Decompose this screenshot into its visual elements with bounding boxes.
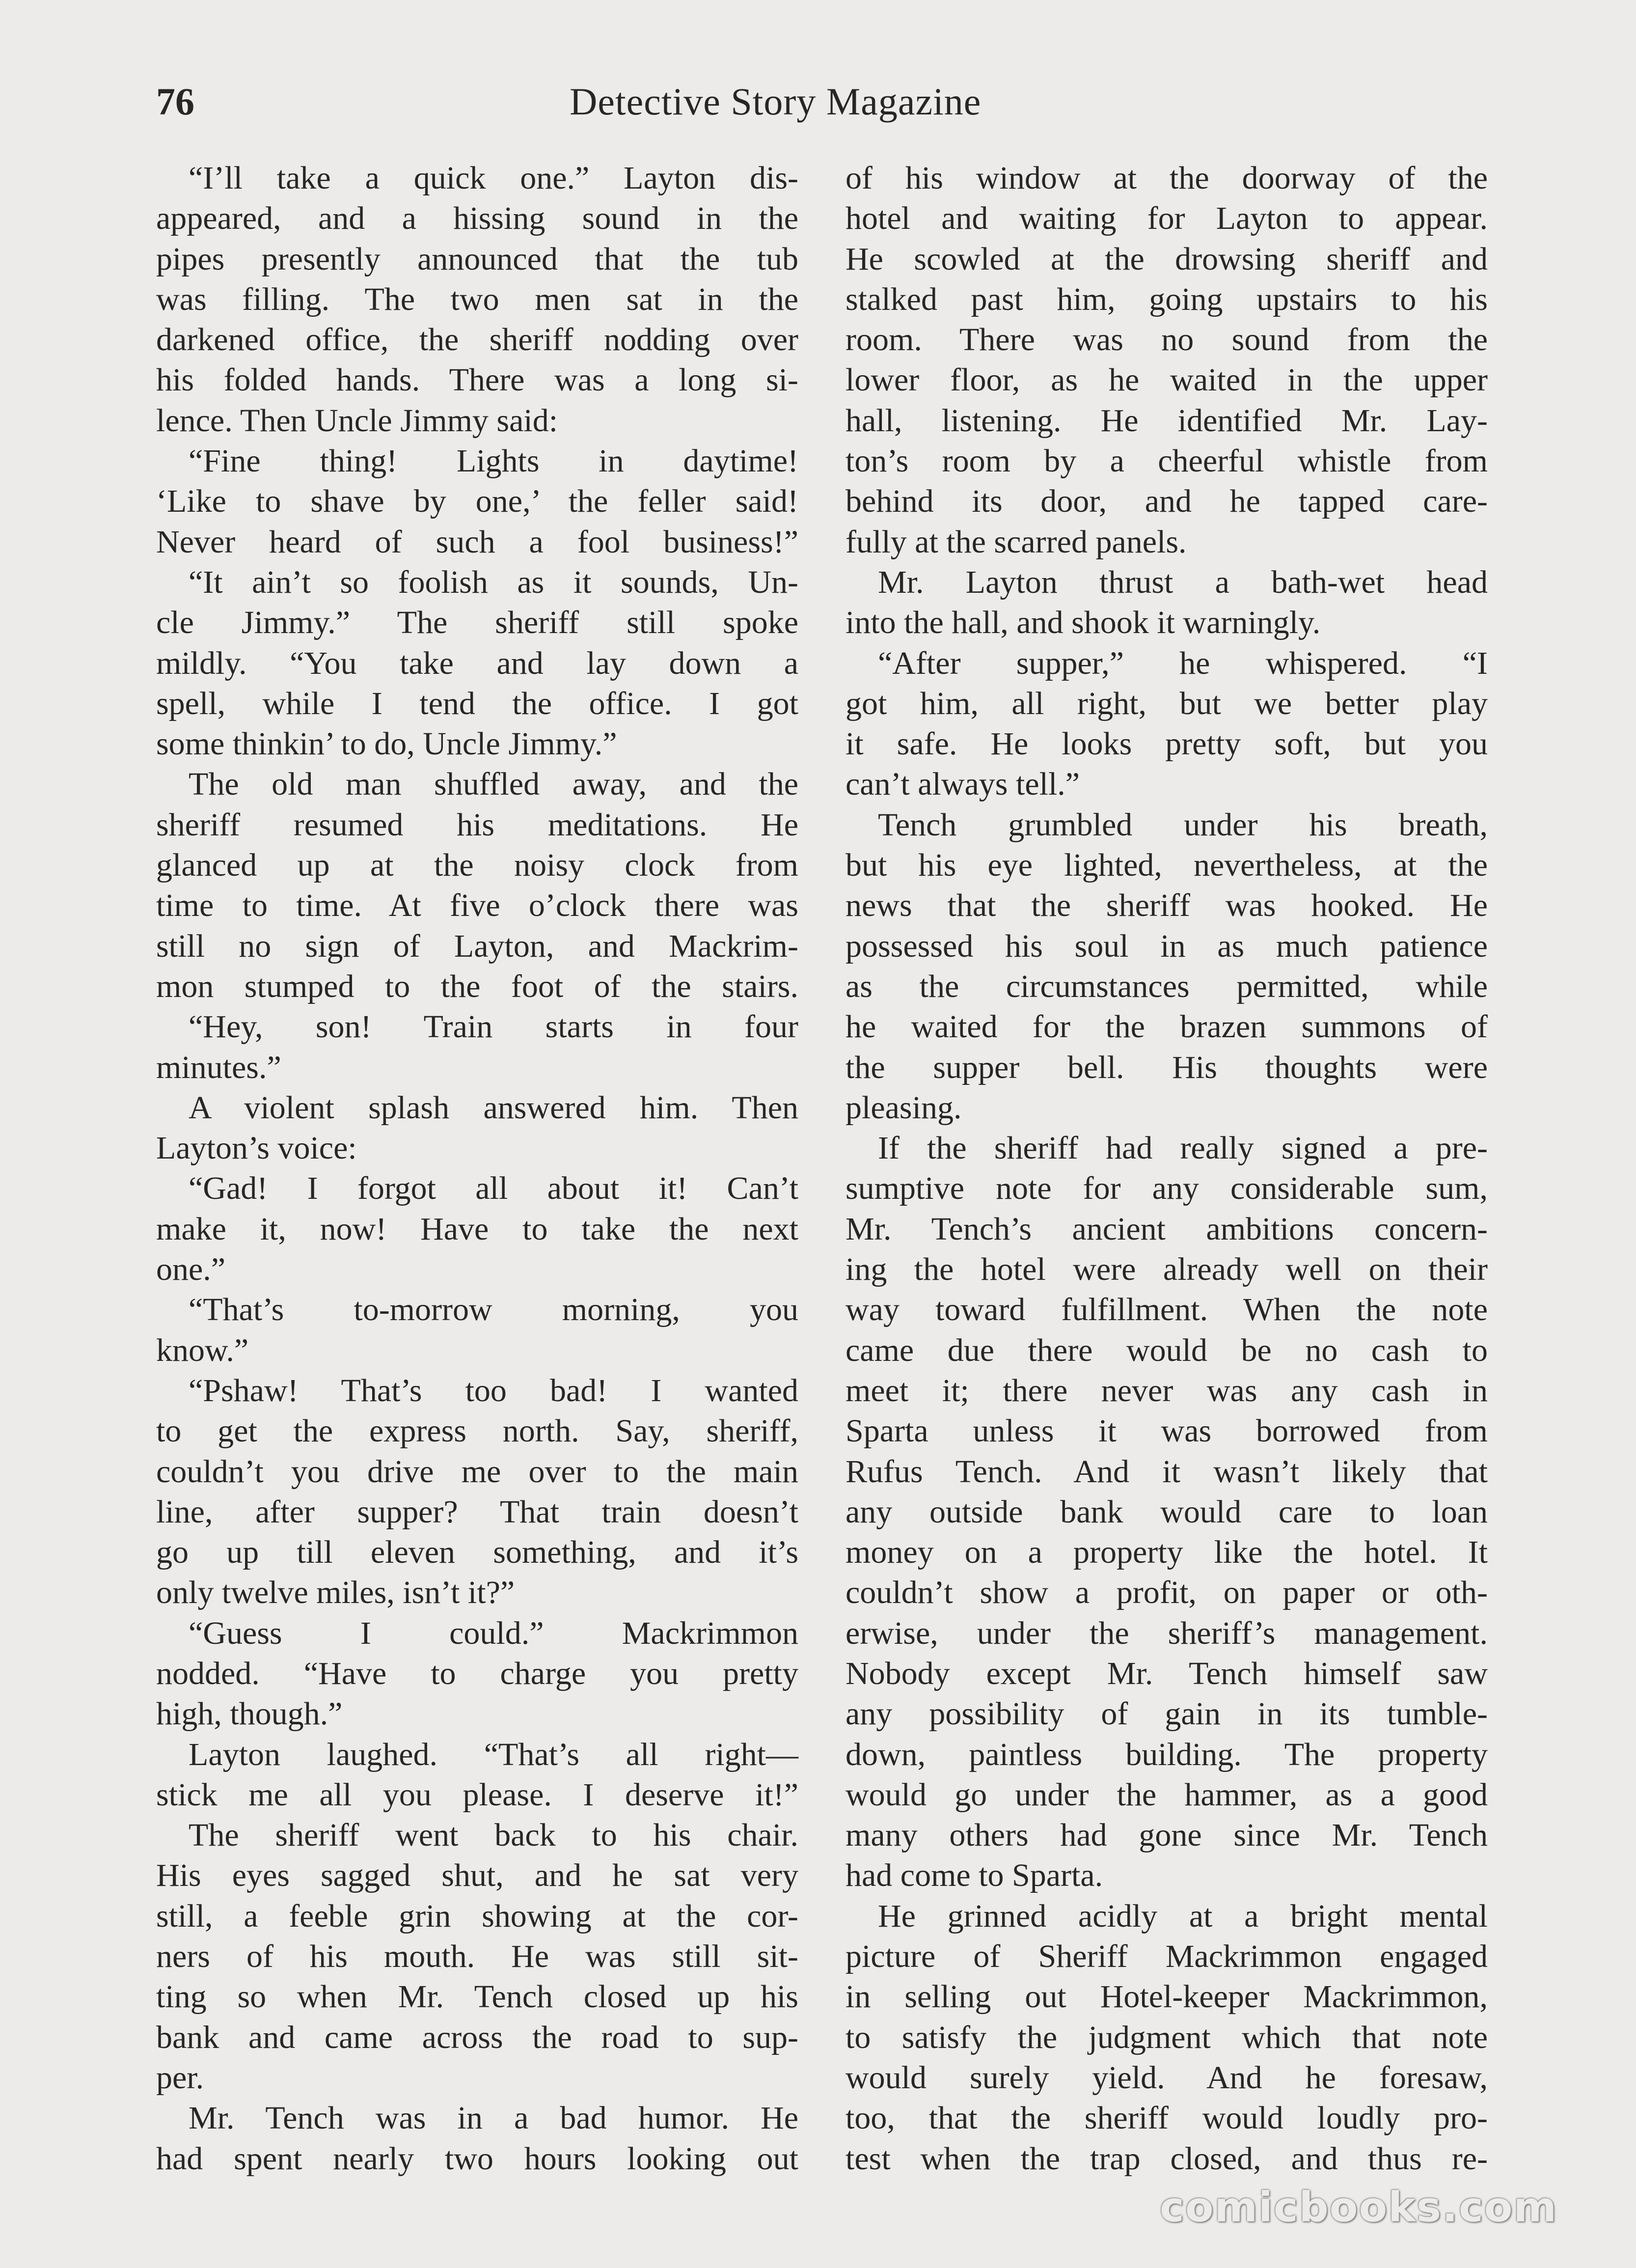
text-line: some thinkin’ to do, Uncle Jimmy.” (156, 726, 617, 762)
text-line: If the sheriff had really signed a pre- (878, 1130, 1488, 1166)
text-line: his folded hands. There was a long si- (156, 362, 798, 398)
text-line: too, that the sheriff would loudly pro- (845, 2100, 1488, 2136)
text-line: but his eye lighted, nevertheless, at the (845, 847, 1488, 884)
text-line: “That’s to-morrow morning, you (189, 1292, 798, 1328)
text-line: any outside bank would care to loan (845, 1494, 1488, 1530)
text-line: darkened office, the sheriff nodding over (156, 322, 798, 358)
text-line: Tench grumbled under his breath, (878, 806, 1488, 843)
text-line: any possibility of gain in its tumble- (845, 1696, 1488, 1732)
watermark: comicbooks.com (1160, 2183, 1557, 2231)
text-line: as the circumstances permitted, while (845, 968, 1488, 1004)
text-line: high, though.” (156, 1696, 343, 1732)
text-line: Rufus Tench. And it wasn’t likely that (845, 1453, 1488, 1490)
text-line: of his window at the doorway of the (845, 160, 1488, 196)
page-number: 76 (156, 80, 194, 123)
text-line: would go under the hammer, as a good (845, 1776, 1488, 1813)
text-line: stick me all you please. I deserve it!” (156, 1776, 798, 1813)
text-line: “It ain’t so foolish as it sounds, Un- (189, 564, 798, 600)
text-line: appeared, and a hissing sound in the (156, 200, 798, 237)
text-line: know.” (156, 1332, 249, 1368)
right-column (845, 158, 1488, 2179)
text-line: had spent nearly two hours looking out (156, 2140, 798, 2177)
text-line: ing the hotel were already well on their (845, 1251, 1488, 1288)
text-line: “Pshaw! That’s too bad! I wanted (189, 1372, 798, 1409)
text-line: picture of Sheriff Mackrimmon engaged (845, 1938, 1488, 1975)
text-line: Mr. Tench’s ancient ambitions concern- (845, 1211, 1488, 1247)
text-line: mon stumped to the foot of the stairs. (156, 968, 798, 1004)
text-line: money on a property like the hotel. It (845, 1534, 1488, 1571)
text-line: meet it; there never was any cash in (845, 1372, 1488, 1409)
text-line: minutes.” (156, 1049, 281, 1085)
text-line: he waited for the brazen summons of (845, 1009, 1488, 1045)
text-line: stalked past him, going upstairs to his (845, 281, 1488, 317)
text-line: bank and came across the road to sup- (156, 2019, 798, 2055)
text-line: it safe. He looks pretty soft, but you (845, 726, 1488, 762)
text-line: down, paintless building. The property (845, 1736, 1488, 1772)
text-line: make it, now! Have to take the next (156, 1211, 798, 1247)
text-line: “After supper,” he whispered. “I (878, 645, 1488, 681)
text-line: the supper bell. His thoughts were (845, 1049, 1488, 1085)
text-line: test when the trap closed, and thus re- (845, 2140, 1488, 2177)
text-line: lower floor, as he waited in the upper (845, 362, 1488, 398)
text-line: line, after supper? That train doesn’t (156, 1494, 798, 1530)
text-line: Layton laughed. “That’s all right— (189, 1736, 798, 1772)
text-line: possessed his soul in as much patience (845, 928, 1488, 964)
text-line: Mr. Tench was in a bad humor. He (189, 2100, 798, 2136)
text-line: “I’ll take a quick one.” Layton dis- (189, 160, 798, 196)
text-line: hall, listening. He identified Mr. Lay- (845, 402, 1488, 439)
running-title: Detective Story Magazine (570, 80, 982, 123)
text-line: cle Jimmy.” The sheriff still spoke (156, 605, 798, 641)
text-line: was filling. The two men sat in the (156, 281, 798, 317)
text-line: glanced up at the noisy clock from (156, 847, 798, 884)
text-line: can’t always tell.” (845, 766, 1080, 802)
text-line: room. There was no sound from the (845, 322, 1488, 358)
text-line: behind its door, and he tapped care- (845, 483, 1488, 520)
text-line: go up till eleven something, and it’s (156, 1534, 798, 1571)
text-line: to get the express north. Say, sheriff, (156, 1413, 798, 1449)
text-line: A violent splash answered him. Then (189, 1089, 798, 1126)
text-line: “Hey, son! Train starts in four (189, 1009, 798, 1045)
text-line: nodded. “Have to charge you pretty (156, 1655, 798, 1691)
text-line: Never heard of such a fool business!” (156, 524, 798, 560)
text-line: still no sign of Layton, and Mackrim- (156, 928, 798, 964)
text-line: Sparta unless it was borrowed from (845, 1413, 1488, 1449)
text-line: He scowled at the drowsing sheriff and (845, 241, 1488, 277)
text-line: ners of his mouth. He was still sit- (156, 1938, 798, 1975)
text-line: lence. Then Uncle Jimmy said: (156, 402, 558, 439)
text-line: Mr. Layton thrust a bath-wet head (878, 564, 1488, 600)
text-line: per. (156, 2059, 204, 2096)
text-line: hotel and waiting for Layton to appear. (845, 200, 1488, 237)
text-line: ‘Like to shave by one,’ the feller said! (156, 483, 798, 520)
left-column (156, 158, 798, 2179)
text-line: got him, all right, but we better play (845, 685, 1488, 721)
text-line: The old man shuffled away, and the (189, 766, 798, 802)
text-line: would surely yield. And he foresaw, (845, 2059, 1488, 2096)
text-line: to satisfy the judgment which that note (845, 2019, 1488, 2055)
page-header (0, 0, 1636, 147)
text-line: time to time. At five o’clock there was (156, 887, 798, 924)
text-line: The sheriff went back to his chair. (189, 1817, 798, 1853)
text-line: pleasing. (845, 1089, 962, 1126)
text-line: mildly. “You take and lay down a (156, 645, 798, 681)
text-line: news that the sheriff was hooked. He (845, 887, 1488, 924)
text-line: still, a feeble grin showing at the cor- (156, 1898, 798, 1934)
text-line: Nobody except Mr. Tench himself saw (845, 1655, 1488, 1691)
text-line: “Gad! I forgot all about it! Can’t (189, 1170, 798, 1207)
text-line: ton’s room by a cheerful whistle from (845, 443, 1488, 479)
text-line: in selling out Hotel-keeper Mackrimmon, (845, 1979, 1488, 2015)
text-line: only twelve miles, isn’t it?” (156, 1575, 515, 1611)
text-line: couldn’t show a profit, on paper or oth- (845, 1575, 1488, 1611)
text-line: sheriff resumed his meditations. He (156, 806, 798, 843)
text-line: had come to Sparta. (845, 1857, 1103, 1894)
text-line: ting so when Mr. Tench closed up his (156, 1979, 798, 2015)
text-line: one.” (156, 1251, 226, 1288)
text-line: sumptive note for any considerable sum, (845, 1170, 1488, 1207)
text-line: into the hall, and shook it warningly. (845, 605, 1321, 641)
text-line: “Fine thing! Lights in daytime! (189, 443, 798, 479)
text-line: came due there would be no cash to (845, 1332, 1488, 1368)
text-line: way toward fulfillment. When the note (845, 1292, 1488, 1328)
text-line: pipes presently announced that the tub (156, 241, 798, 277)
text-line: He grinned acidly at a bright mental (878, 1898, 1488, 1934)
text-line: His eyes sagged shut, and he sat very (156, 1857, 798, 1894)
text-line: erwise, under the sheriff’s management. (845, 1615, 1488, 1651)
text-line: couldn’t you drive me over to the main (156, 1453, 798, 1490)
text-line: “Guess I could.” Mackrimmon (189, 1615, 798, 1651)
text-line: fully at the scarred panels. (845, 524, 1187, 560)
text-line: spell, while I tend the office. I got (156, 685, 798, 721)
text-line: many others had gone since Mr. Tench (845, 1817, 1488, 1853)
text-line: Layton’s voice: (156, 1130, 357, 1166)
